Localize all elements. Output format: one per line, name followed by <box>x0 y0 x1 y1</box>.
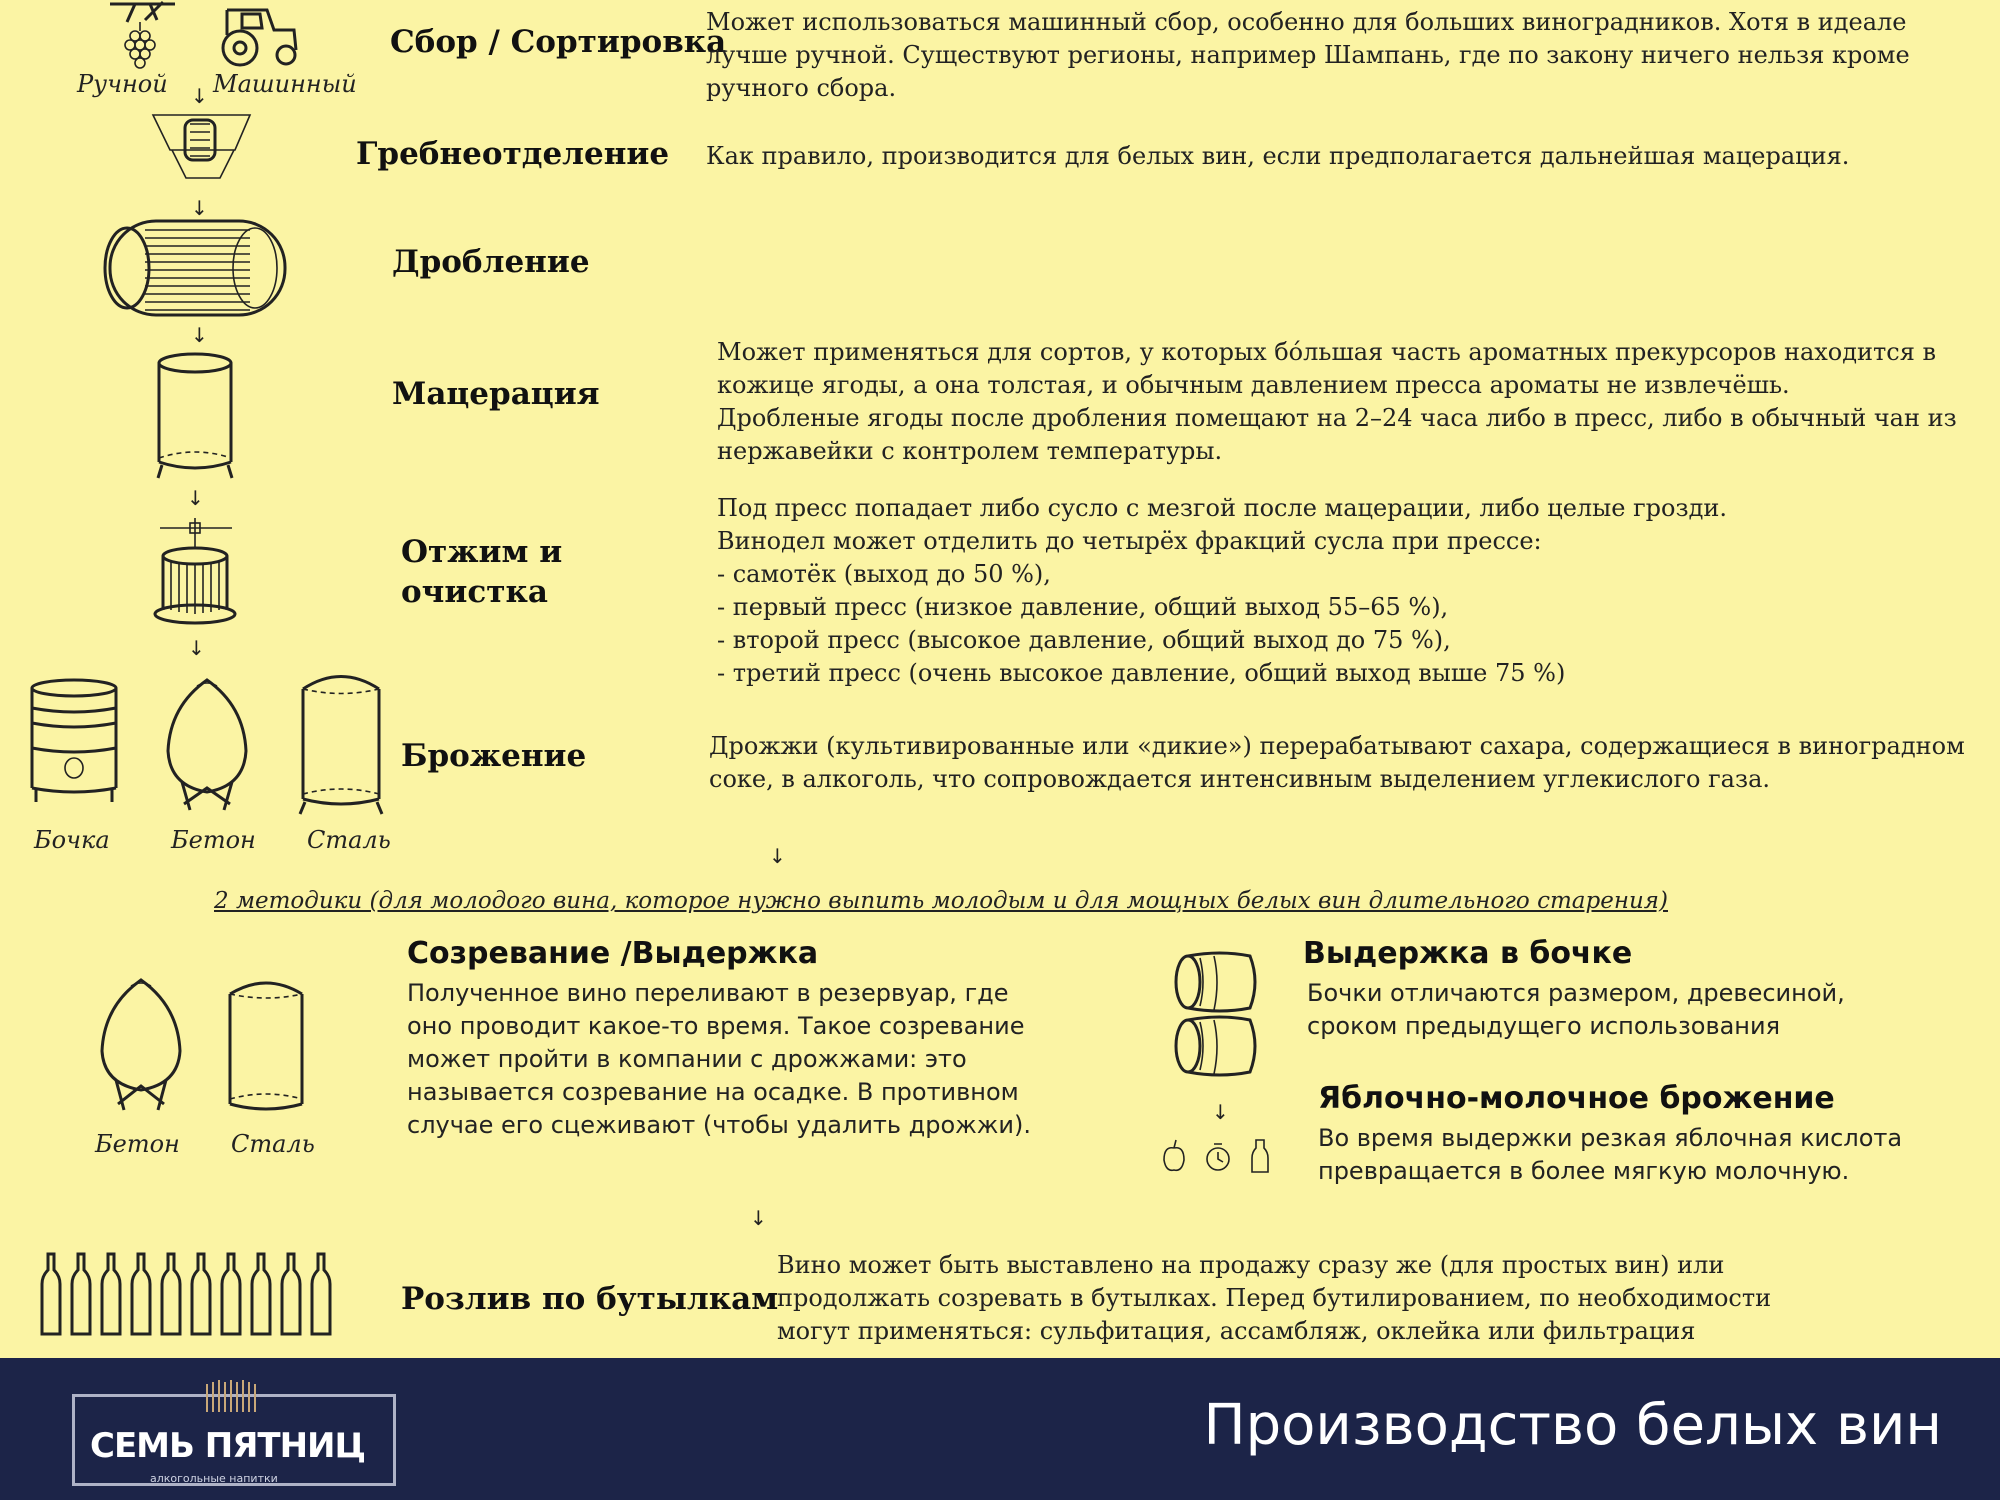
flow-arrow: ↓ <box>191 84 208 108</box>
flow-arrow: ↓ <box>769 844 786 868</box>
methods-note: 2 методики (для молодого вина, которое нужно выпить молодым и для мощных белых вин длительного старения) <box>214 888 1668 914</box>
desc-line: может пройти в компании с дрожжами: это <box>407 1045 967 1073</box>
step-desc-bottling <box>777 1249 1771 1348</box>
desc-line: могут применяться: сульфитация, ассамбляж, оклейка или фильтрация <box>777 1317 1696 1345</box>
desc-line: Во время выдержки резкая яблочная кислота <box>1318 1124 1903 1152</box>
step-title-maceration: Мацерация <box>392 376 600 412</box>
step-desc-malolactic <box>1318 1122 1902 1188</box>
step-title-maturation: Созревание /Выдержка <box>407 936 819 971</box>
desc-line: - самотёк (выход до 50 %), <box>717 560 1051 588</box>
step-title-crushing: Дробление <box>392 244 590 280</box>
bottles-icon <box>40 1250 350 1340</box>
step-desc-maceration <box>717 336 1957 468</box>
desc-line: называется созревание на осадке. В противном <box>407 1078 1019 1106</box>
desc-line: лучше ручной. Существуют регионы, например Шампань, где по закону ничего нельзя кроме <box>706 41 1910 69</box>
flow-arrow: ↓ <box>750 1206 767 1230</box>
step-title-bottling: Розлив по бутылкам <box>401 1281 779 1317</box>
desc-line: - второй пресс (высокое давление, общий выход до 75 %), <box>717 626 1451 654</box>
vessel-label-concrete: Бетон <box>95 1130 180 1158</box>
desc-line: Дробленые ягоды после дробления помещают на 2–24 часа либо в пресс, либо в обычный чан из <box>717 404 1957 432</box>
desc-line: Может применяться для сортов, у которых бóльшая часть ароматных прекурсоров находится в <box>717 338 1937 366</box>
step-desc-harvest <box>706 6 1910 105</box>
flow-arrow: ↓ <box>187 486 204 510</box>
desc-line: - третий пресс (очень высокое давление, общий выход выше 75 %) <box>717 659 1566 687</box>
vessel-label-concrete: Бетон <box>171 826 256 854</box>
desc-line: продолжать созревать в бутылках. Перед бутилированием, по необходимости <box>777 1284 1772 1312</box>
maceration-tank-icon <box>150 350 240 482</box>
desc-line: Винодел может отделить до четырёх фракций сусла при прессе: <box>717 527 1542 555</box>
step-desc-pressing <box>717 492 1727 690</box>
step-title-malolactic: Яблочно-молочное брожение <box>1318 1081 1835 1116</box>
flow-arrow: ↓ <box>191 323 208 347</box>
desc-line: сроком предыдущего использования <box>1307 1012 1781 1040</box>
machine-harvest-label: Машинный <box>213 70 357 98</box>
destemmer-icon <box>150 110 255 182</box>
barrel-vessel-icon <box>24 678 124 808</box>
logo-bottles-icon <box>203 1378 263 1414</box>
crusher-icon <box>90 218 305 318</box>
title-line: Отжим и <box>401 534 563 570</box>
concrete-egg-icon <box>96 976 186 1116</box>
desc-line: оно проводит какое-то время. Такое созревание <box>407 1012 1025 1040</box>
flow-arrow: ↓ <box>191 196 208 220</box>
step-title-fermentation: Брожение <box>401 738 587 774</box>
step-title-barrel-aging: Выдержка в бочке <box>1303 936 1633 971</box>
brand-logo-text: СЕМЬ ПЯТНИЦ <box>90 1426 366 1466</box>
flow-arrow: ↓ <box>188 636 205 660</box>
apple-clock-bottle-icon <box>1160 1136 1272 1176</box>
vessel-label-steel: Сталь <box>231 1130 315 1158</box>
vessel-label-barrel: Бочка <box>34 826 110 854</box>
brand-logo-tagline: алкогольные напитки <box>150 1472 278 1485</box>
barrels-icon <box>1172 948 1262 1083</box>
step-title-harvest: Сбор / Сортировка <box>390 24 727 60</box>
steel-tank-icon <box>222 972 310 1120</box>
manual-harvest-icon <box>105 0 185 72</box>
step-title-destemming: Гребнеотделение <box>356 136 670 172</box>
desc-line: Под пресс попадает либо сусло с мезгой после мацерации, либо целые грозди. <box>717 494 1727 522</box>
desc-line: Дрожжи (культивированные или «дикие») перерабатывают сахара, содержащиеся в виноградном <box>709 732 1965 760</box>
desc-line: - первый пресс (низкое давление, общий выход 55–65 %), <box>717 593 1449 621</box>
wine-press-icon <box>150 518 240 628</box>
vessel-label-steel: Сталь <box>307 826 391 854</box>
step-desc-fermentation <box>709 730 1965 796</box>
title-line: очистка <box>401 574 548 610</box>
desc-line: нержавейки с контролем температуры. <box>717 437 1223 465</box>
desc-line: Может использоваться машинный сбор, особенно для больших виноградников. Хотя в идеале <box>706 8 1907 36</box>
page-title: Производство белых вин <box>1203 1393 1942 1458</box>
desc-line: кожице ягоды, а она толстая, и обычным давлением пресса ароматы не извлечёшь. <box>717 371 1790 399</box>
manual-harvest-label: Ручной <box>77 70 168 98</box>
desc-line: Вино может быть выставлено на продажу сразу же (для простых вин) или <box>777 1251 1725 1279</box>
step-desc-destemming <box>706 140 1849 173</box>
desc-line: превращается в более мягкую молочную. <box>1318 1157 1850 1185</box>
desc-line: Полученное вино переливают в резервуар, где <box>407 979 1009 1007</box>
desc-line: ручного сбора. <box>706 74 897 102</box>
step-desc-barrel-aging <box>1307 977 1845 1043</box>
step-desc-maturation <box>407 977 1031 1142</box>
desc-line: Как правило, производится для белых вин, если предполагается дальнейшая мацерация. <box>706 142 1850 170</box>
desc-line: Бочки отличаются размером, древесиной, <box>1307 979 1845 1007</box>
flow-arrow: ↓ <box>1212 1100 1229 1124</box>
desc-line: случае его сцеживают (чтобы удалить дрожжи). <box>407 1111 1032 1139</box>
steel-tank-icon <box>295 664 387 816</box>
concrete-egg-icon <box>160 676 255 816</box>
desc-line: соке, в алкоголь, что сопровождается интенсивным выделением углекислого газа. <box>709 765 1771 793</box>
step-title-pressing <box>401 532 562 612</box>
tractor-icon <box>212 0 302 70</box>
